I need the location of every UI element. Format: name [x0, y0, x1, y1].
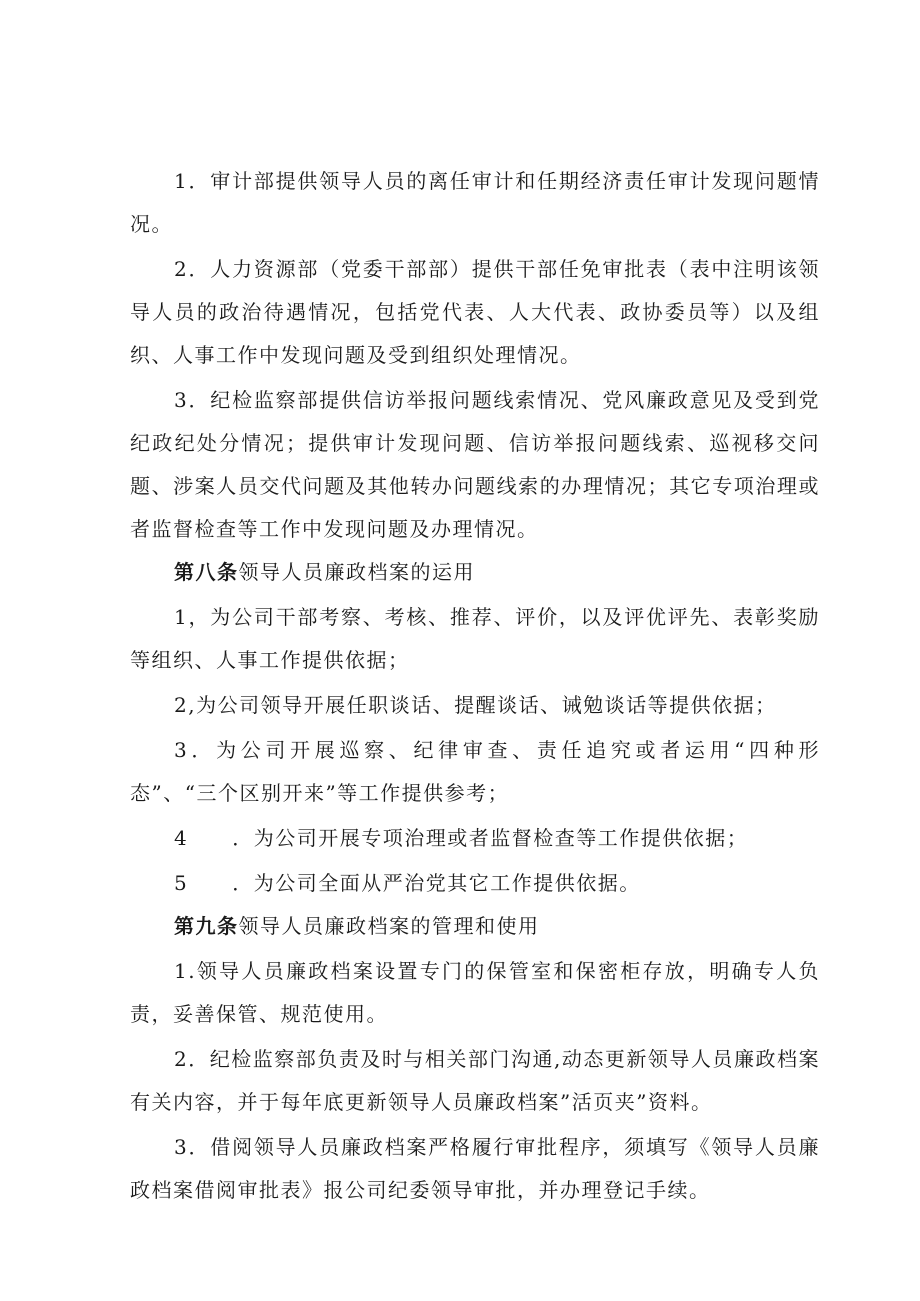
article-8-item-2: 2,为公司领导开展任职谈话、提醒谈话、诫勉谈话等提供依据；	[174, 693, 777, 717]
article-9-item-3: 3．借阅领导人员廉政档案严格履行审批程序，须填写《领导人员廉政档案借阅审批表》报公司纪委领导审批，并办理登记手续。	[130, 1135, 820, 1202]
article-8-item-4	[130, 817, 820, 860]
article-8-item-5-number: 5	[174, 871, 189, 895]
article-9-title: 领导人员廉政档案的管理和使用	[238, 914, 540, 938]
article-9-number: 第九条	[174, 914, 239, 938]
paragraph-audit-dept: 1．审计部提供领导人员的离任审计和任期经济责任审计发现问题情况。	[130, 169, 820, 236]
paragraph-hr-dept: 2．人力资源部（党委干部部）提供干部任免审批表（表中注明该领导人员的政治待遇情况，包括党代表、人大代表、政协委员等）以及组织、人事工作中发现问题及受到组织处理情况。	[130, 257, 820, 367]
article-8-item-4-text: ．为公司开展专项治理或者监督检查等工作提供依据；	[232, 826, 749, 850]
article-8-item-4-number: 4	[174, 826, 189, 850]
article-9-heading	[130, 905, 820, 948]
article-9-item-1: 1.领导人员廉政档案设置专门的保管室和保密柜存放，明确专人负责，妥善保管、规范使用。	[130, 959, 820, 1026]
article-8-item-1: 1，为公司干部考察、考核、推荐、评价，以及评优评先、表彰奖励等组织、人事工作提供依据；	[130, 605, 820, 672]
document-body	[130, 160, 820, 1212]
article-8-title: 领导人员廉政档案的运用	[238, 560, 475, 584]
article-8-number: 第八条	[174, 560, 239, 584]
article-9-item-2: 2．纪检监察部负责及时与相关部门沟通,动态更新领导人员廉政档案有关内容，并于每年底更新领导人员廉政档案”活页夹”资料。	[130, 1047, 820, 1114]
paragraph-discipline-dept: 3．纪检监察部提供信访举报问题线索情况、党风廉政意见及受到党纪政纪处分情况；提供审计发现问题、信访举报问题线索、巡视移交问题、涉案人员交代问题及其他转办问题线索的办理情况；其它专项治理或者监督检查等工作中发现问题及办理情况。	[130, 388, 820, 541]
article-8-item-3: 3．为公司开展巡察、纪律审查、责任追究或者运用“四种形态”、“三个区别开来”等工作提供参考；	[130, 738, 820, 805]
article-8-item-5-text: ．为公司全面从严治党其它工作提供依据。	[232, 871, 641, 895]
article-8-heading	[130, 551, 820, 594]
article-8-item-5	[130, 862, 820, 905]
